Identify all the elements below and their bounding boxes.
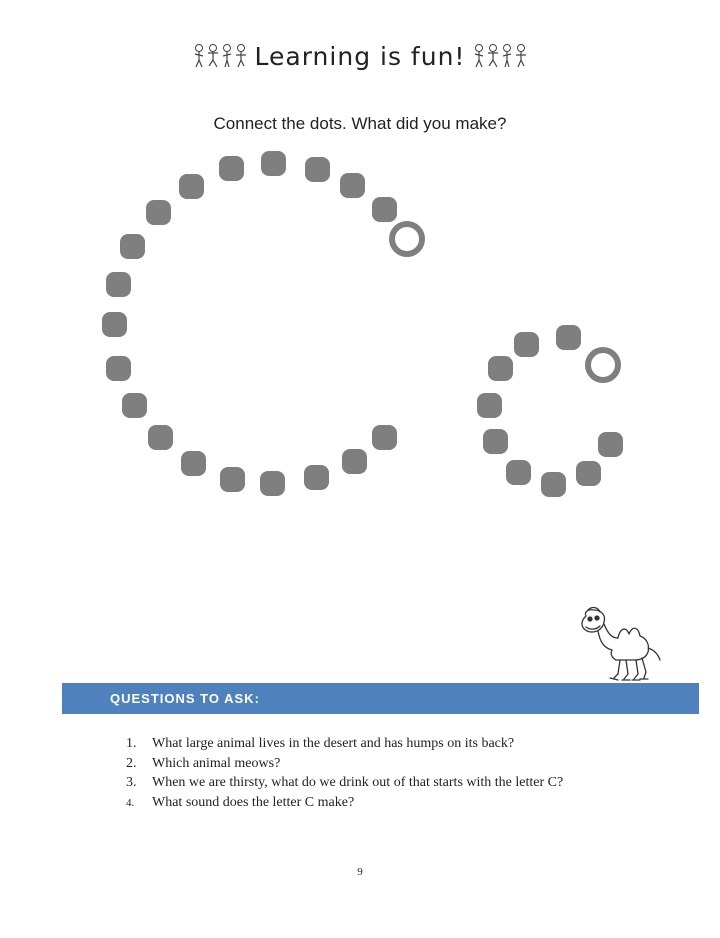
dot[interactable] [146, 200, 171, 225]
dot[interactable] [179, 174, 204, 199]
dot[interactable] [120, 234, 145, 259]
question-number: 2. [126, 755, 137, 771]
dot[interactable] [181, 451, 206, 476]
page-title: Learning is fun! [254, 41, 466, 71]
question-text: Which animal meows? [152, 755, 281, 771]
dot[interactable] [372, 197, 397, 222]
question-number: 1. [126, 736, 137, 751]
dot[interactable] [372, 425, 397, 450]
question-text: When we are thirsty, what do we drink out of that starts with the letter C? [152, 775, 564, 790]
dot[interactable] [556, 325, 581, 350]
dot[interactable] [483, 429, 508, 454]
dot[interactable] [305, 157, 330, 182]
dot[interactable] [477, 393, 502, 418]
question-item [126, 735, 596, 753]
dot[interactable] [506, 460, 531, 485]
questions-heading: QUESTIONS TO ASK: [110, 691, 260, 706]
dot[interactable] [148, 425, 173, 450]
question-item [126, 774, 596, 792]
dot[interactable] [340, 173, 365, 198]
question-item [126, 755, 596, 773]
lowercase-c-dots [477, 325, 623, 497]
questions-banner [62, 683, 699, 714]
dot[interactable] [261, 151, 286, 176]
dot[interactable] [488, 356, 513, 381]
question-text: What large animal lives in the desert and has humps on its back? [152, 736, 515, 751]
question-item [126, 794, 596, 812]
dot[interactable] [541, 472, 566, 497]
start-dot-ring[interactable] [588, 350, 618, 380]
dot[interactable] [102, 312, 127, 337]
question-text: What sound does the letter C make? [152, 794, 355, 810]
start-dot-ring[interactable] [392, 224, 422, 254]
uppercase-c-dots [102, 151, 422, 496]
instruction-text: Connect the dots. What did you make? [213, 114, 507, 133]
dot[interactable] [304, 465, 329, 490]
dot[interactable] [106, 272, 131, 297]
dot[interactable] [260, 471, 285, 496]
dot[interactable] [106, 356, 131, 381]
dot[interactable] [342, 449, 367, 474]
page-number: 9 [357, 866, 363, 878]
dot[interactable] [576, 461, 601, 486]
question-number: 4. [126, 796, 135, 809]
dot[interactable] [122, 393, 147, 418]
camel-icon [574, 604, 664, 686]
dot[interactable] [598, 432, 623, 457]
dot[interactable] [514, 332, 539, 357]
questions-list [126, 735, 596, 813]
dot[interactable] [220, 467, 245, 492]
question-number: 3. [126, 775, 137, 790]
dot[interactable] [219, 156, 244, 181]
